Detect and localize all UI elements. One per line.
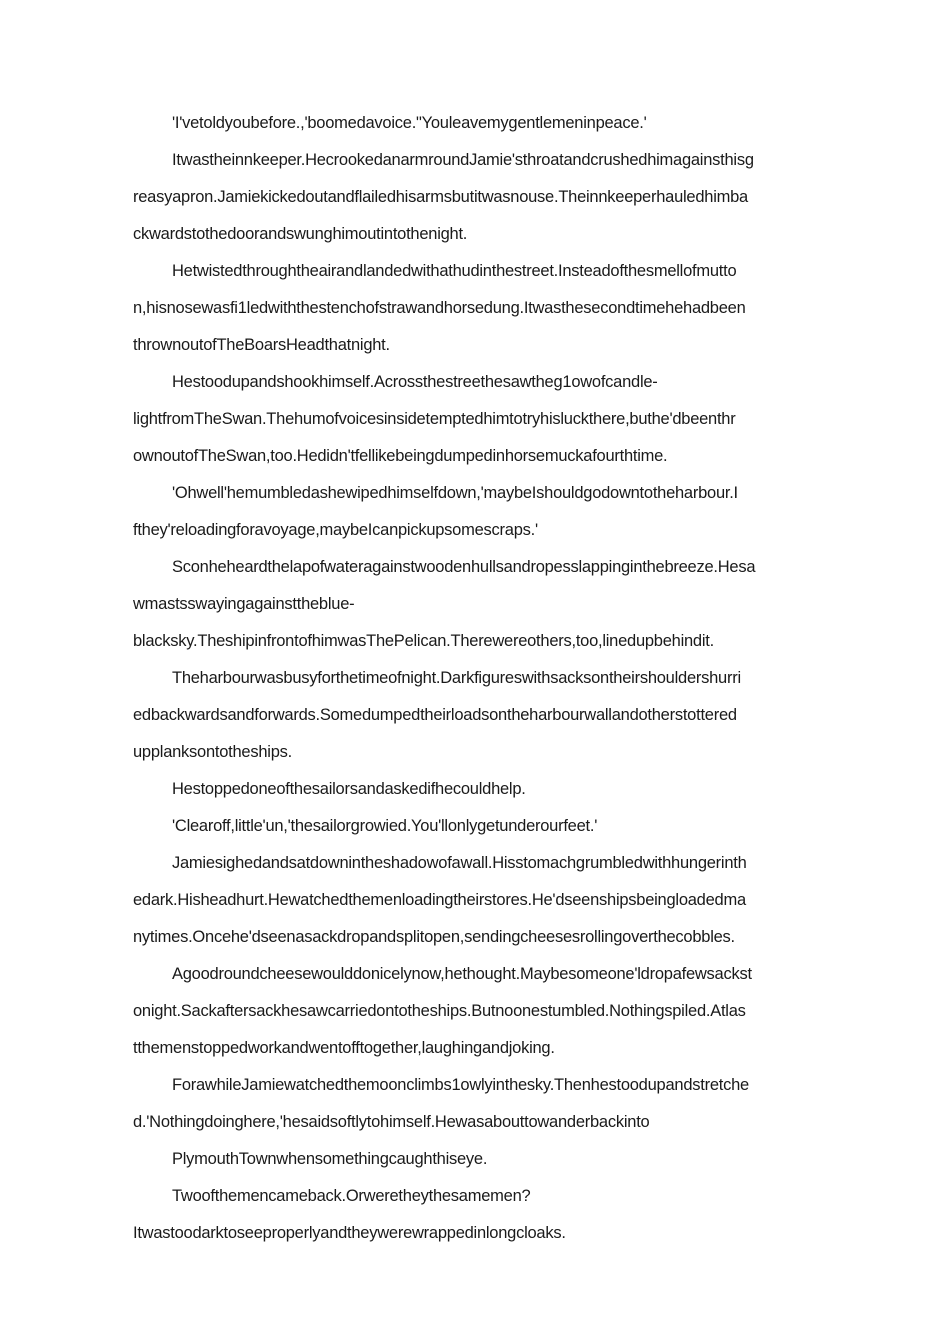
text-line: 'Ohwell'hemumbledashewipedhimselfdown,'maybeIshouldgodowntotheharbour.I	[172, 484, 738, 502]
text-line: onight.Sackaftersackhesawcarriedontotheships.Butnoonestumbled.Nothingspiled.Atlas	[133, 1002, 746, 1020]
text-line: thrownoutofTheBoarsHeadthatnight.	[133, 336, 390, 354]
story-text	[133, 105, 825, 1252]
text-line: tthemenstoppedworkandwentofftogether,laughingandjoking.	[133, 1039, 555, 1057]
text-line: ownoutofTheSwan,too.Hedidn'tfellikebeingdumpedinhorsemuckafourthtime.	[133, 447, 668, 465]
text-line: upplanksontotheships.	[133, 743, 292, 761]
text-line: ForawhileJamiewatchedthemoonclimbs1owlyinthesky.Thenhestoodupandstretche	[172, 1076, 749, 1094]
text-line: ckwardstothedoorandswunghimoutintothenight.	[133, 225, 468, 243]
text-line: 'I'vetoldyoubefore.,'boomedavoice."Youleavemygentlemeninpeace.'	[172, 114, 647, 132]
text-line: edbackwardsandforwards.Somedumpedtheirloadsontheharbourwallandotherstottered	[133, 706, 737, 724]
text-line: nytimes.Oncehe'dseenasackdropandsplitopen,sendingcheesesrollingoverthecobbles.	[133, 928, 735, 946]
text-line: Itwastheinnkeeper.HecrookedanarmroundJamie'sthroatandcrushedhimagainsthisg	[172, 151, 754, 169]
text-line: n,hisnosewasfi1ledwiththestenchofstrawandhorsedung.Itwasthesecondtimehehadbeen	[133, 299, 746, 317]
text-line: blacksky.TheshipinfrontofhimwasThePelican.Therewereothers,too,linedupbehindit.	[133, 632, 714, 650]
text-line: Jamiesighedandsatdownintheshadowofawall.Hisstomachgrumbledwithhungerinth	[172, 854, 747, 872]
text-line: 'Clearoff,little'un,'thesailorgrowied.You'llonlygetunderourfeet.'	[172, 817, 598, 835]
text-line: d.'Nothingdoinghere,'hesaidsoftlytohimself.Hewasabouttowanderbackinto	[133, 1113, 650, 1131]
text-line: fthey'reloadingforavoyage,maybeIcanpickupsomescraps.'	[133, 521, 538, 539]
text-line: reasyapron.Jamiekickedoutandflailedhisarmsbutitwasnouse.Theinnkeeperhauledhimba	[133, 188, 748, 206]
text-line: Hestoodupandshookhimself.Acrossthestreethesawtheg1owofcandle-	[172, 373, 658, 391]
text-line: Agoodroundcheesewoulddonicelynow,hethought.Maybesomeone'ldropafewsackst	[172, 965, 752, 983]
text-line: Sconheheardthelapofwateragainstwoodenhullsandropesslappinginthebreeze.Hesa	[172, 558, 756, 576]
text-line: Twoofthemencameback.Orweretheythesamemen?	[172, 1187, 531, 1205]
text-line: wmastsswayingagainsttheblue-	[133, 595, 355, 613]
text-line: Itwastoodarktoseeproperlyandtheywerewrappedinlongcloaks.	[133, 1224, 566, 1242]
text-line: Hestoppedoneofthesailorsandaskedifhecouldhelp.	[172, 780, 526, 798]
text-line: edark.Hisheadhurt.Hewatchedthemenloadingtheirstores.He'dseenshipsbeingloadedma	[133, 891, 746, 909]
text-line: lightfromTheSwan.Thehumofvoicesinsidetemptedhimtotryhisluckthere,buthe'dbeenthr	[133, 410, 736, 428]
text-line: PlymouthTownwhensomethingcaughthiseye.	[172, 1150, 488, 1168]
text-line: Hetwistedthroughtheairandlandedwithathudinthestreet.Insteadofthesmellofmutto	[172, 262, 737, 280]
text-line: Theharbourwasbusyforthetimeofnight.Darkfigureswithsacksontheirshouldershurri	[172, 669, 741, 687]
